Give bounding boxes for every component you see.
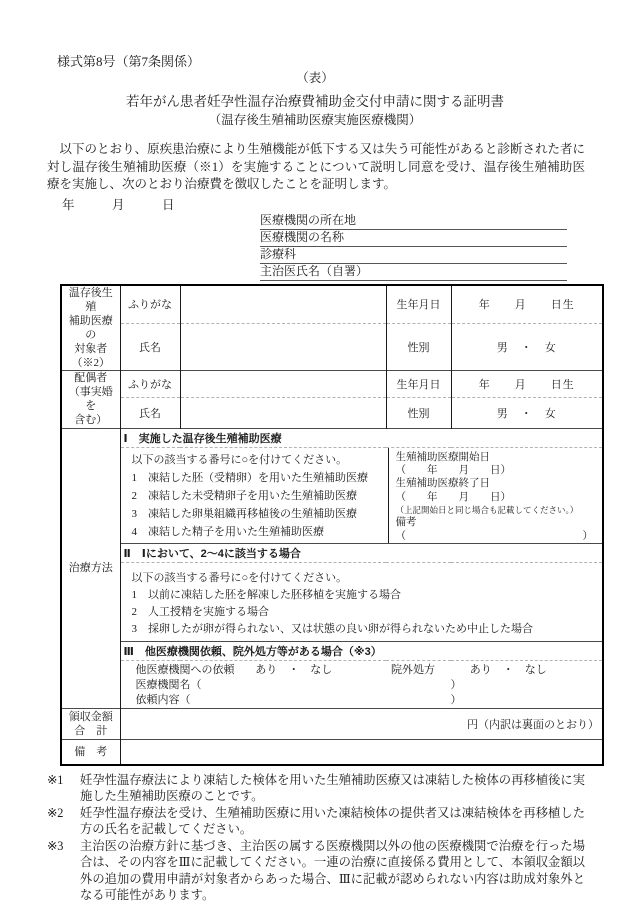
- subject-furigana-field: [180, 285, 386, 324]
- spouse-sex-value: 男 ・ 女: [451, 397, 603, 428]
- spouse-name-row: [61, 397, 603, 428]
- amount-row: [61, 708, 603, 739]
- spouse-name-label: 氏名: [120, 397, 180, 428]
- subject-category-line: 補助医療の: [68, 314, 113, 341]
- request-field-label: 依頼内容（: [135, 693, 191, 706]
- section1-item: 2 凍結した未受精卵子を用いた生殖補助医療: [131, 489, 357, 502]
- section1-remarks-field: [396, 530, 594, 543]
- remarks-row: [61, 739, 603, 765]
- request-content-field: [136, 693, 462, 708]
- remarks-category-cell: 備 考: [61, 739, 120, 765]
- footnote-text: 妊孕性温存療法を受け、生殖補助医療に用いた凍結検体の提供者又は凍結検体を再移植した方の氏名を記載してください。: [80, 805, 585, 837]
- doctor-signature-line: [260, 264, 567, 281]
- footnote-3: [47, 838, 585, 903]
- subject-category-line: （※2）: [71, 356, 110, 369]
- section1-instruction: 以下の該当する番号に○を付けてください。: [131, 453, 348, 466]
- spouse-category-line: 配偶者: [74, 372, 108, 384]
- document-subtitle: （温存後生殖補助医療実施医療機関）: [208, 113, 422, 127]
- date-line: 年 月 日: [62, 197, 175, 212]
- footnote-marker: ※3: [47, 838, 64, 853]
- spouse-furigana-row: [61, 370, 603, 397]
- open-paren: （: [395, 530, 406, 542]
- close-paren: ）: [450, 693, 462, 706]
- treatment-category-label: 治療方法: [68, 562, 113, 575]
- assisted-end-label: 生殖補助医療終了日: [395, 478, 490, 490]
- section1-heading-row: [61, 428, 603, 447]
- footnote-marker: ※1: [47, 772, 64, 787]
- footnote-1: [47, 772, 585, 805]
- section2-body-row: [61, 562, 603, 641]
- assisted-end-field: （ 年 月 日）: [395, 491, 511, 503]
- section1-heading: Ⅰ 実施した温存後生殖補助医療: [120, 428, 603, 447]
- section3-heading: Ⅲ 他医療機関依頼、院外処方等がある場合（※3）: [120, 641, 603, 660]
- subject-birthdate-label: 生年月日: [386, 285, 451, 324]
- subject-furigana-label: ふりがな: [120, 285, 180, 324]
- spouse-furigana-field: [180, 370, 386, 397]
- subject-birthdate-value: 年 月 日生: [451, 285, 603, 324]
- department-line: [260, 247, 567, 264]
- amount-category-cell: [61, 708, 120, 739]
- institution-name-label: 医療機関の名称: [260, 229, 345, 244]
- assisted-start-field: （ 年 月 日）: [395, 464, 511, 476]
- close-paren: ）: [450, 678, 462, 691]
- main-form-table: [60, 284, 604, 766]
- section2-instruction: 以下の該当する番号に○を付けてください。: [131, 571, 348, 584]
- institution-name-line: [260, 230, 567, 247]
- section2-item: 1 以前に凍結した胚を解凍した胚移植を実施する場合: [131, 588, 401, 601]
- section1-item: 1 凍結した胚（受精卵）を用いた生殖補助医療: [131, 471, 368, 484]
- footnote-2: [47, 805, 585, 838]
- subject-sex-value: 男 ・ 女: [451, 323, 603, 370]
- form-number: 様式第8号（第7条関係）: [57, 54, 201, 69]
- prescription-label: 院外処方: [391, 663, 435, 676]
- subject-furigana-row: [61, 285, 603, 324]
- intro-paragraph: 以下のとおり、原疾患治療により生殖機能が低下する又は失う可能性があると診断された者に対し温存後生殖補助医療（※1）を実施することについて説明し同意を受け、温存後生殖補助医療を実施し、次のとおり治療費を徴収したことを証明します。: [47, 142, 585, 191]
- footnotes: [47, 772, 585, 903]
- subject-category-line: 温存後生殖: [68, 286, 113, 313]
- spouse-category-line: 含む）: [74, 414, 108, 426]
- section2-item: 2 人工授精を実施する場合: [131, 605, 269, 618]
- side-indicator: （表）: [296, 71, 334, 85]
- same-date-note: （上記開始日と同じ場合も記載してください。）: [395, 505, 579, 516]
- prescription-options: あり ・ なし: [469, 663, 547, 676]
- section1-body-row: [61, 447, 603, 543]
- treatment-category-cell: [61, 428, 120, 708]
- subject-category-line: 対象者: [74, 342, 108, 355]
- document-title: 若年がん患者妊孕性温存治療費補助金交付申請に関する証明書: [126, 94, 504, 109]
- section1-dates: [388, 448, 600, 543]
- amount-value: 円（内訳は裏面のとおり）: [120, 708, 603, 739]
- institution-address-label: 医療機関の所在地: [260, 212, 357, 227]
- section3-content: [124, 661, 600, 708]
- referral-options-line: [136, 663, 598, 678]
- spouse-category-cell: [61, 370, 120, 428]
- footnote-marker: ※2: [47, 805, 64, 820]
- section2-options: [124, 566, 600, 638]
- subject-name-field: [180, 323, 386, 370]
- doctor-signature-label: 主治医氏名（自署）: [260, 263, 369, 278]
- subject-sex-label: 性別: [386, 323, 451, 370]
- spouse-birthdate-value: 年 月 日生: [451, 370, 603, 397]
- spouse-birthdate-label: 生年月日: [386, 370, 451, 397]
- referral-options: あり ・ なし: [255, 663, 333, 676]
- signature-block: [260, 213, 567, 281]
- spouse-category-line: （事実婚を: [68, 386, 113, 412]
- institution-address-line: [260, 213, 567, 230]
- remarks-field: [120, 739, 603, 765]
- referral-label: 他医療機関への依頼: [135, 663, 235, 676]
- section3-body-row: [61, 660, 603, 708]
- institution-name-field: [136, 678, 462, 693]
- institution-field-label: 医療機関名（: [135, 678, 202, 691]
- footnote-text: 妊孕性温存療法により凍結した検体を用いた生殖補助医療又は凍結した検体の再移植後に実施した生殖補助医療のことです。: [80, 772, 585, 804]
- section1-item: 3 凍結した卵巣組織再移植後の生殖補助医療: [131, 507, 357, 520]
- spouse-name-field: [180, 397, 386, 428]
- assisted-start-label: 生殖補助医療開始日: [395, 451, 490, 463]
- section2-heading-row: [61, 543, 603, 562]
- subject-name-label: 氏名: [120, 323, 180, 370]
- department-label: 診療科: [260, 246, 297, 261]
- amount-category-line: 合 計: [74, 724, 108, 737]
- spouse-furigana-label: ふりがな: [120, 370, 180, 397]
- amount-category-line: 領収金額: [68, 710, 113, 723]
- subject-category-cell: [61, 285, 120, 371]
- spouse-sex-label: 性別: [386, 397, 451, 428]
- section1-item: 4 凍結した精子を用いた生殖補助医療: [131, 525, 324, 538]
- footnote-text: 主治医の治療方針に基づき、主治医の属する医療機関以外の他の医療機関で治療を行った場合は、その内容をⅢに記載してください。一連の治療に直接係る費用として、本領収金額以外の追加の費用申請が対象者からあった場合、Ⅲに記載が認められない内容は助成対象外となる可能性があります。: [80, 838, 585, 903]
- section2-item: 3 採卵したが卵が得られない、又は状態の良い卵が得られないため中止した場合: [131, 622, 533, 635]
- subject-name-row: [61, 323, 603, 370]
- close-paren: ）: [582, 530, 593, 542]
- section1-remarks-label: 備考: [395, 517, 417, 529]
- section1-options: [124, 448, 388, 543]
- section2-heading: Ⅱ Ⅰにおいて、2～4に該当する場合: [120, 543, 603, 562]
- section3-heading-row: [61, 641, 603, 660]
